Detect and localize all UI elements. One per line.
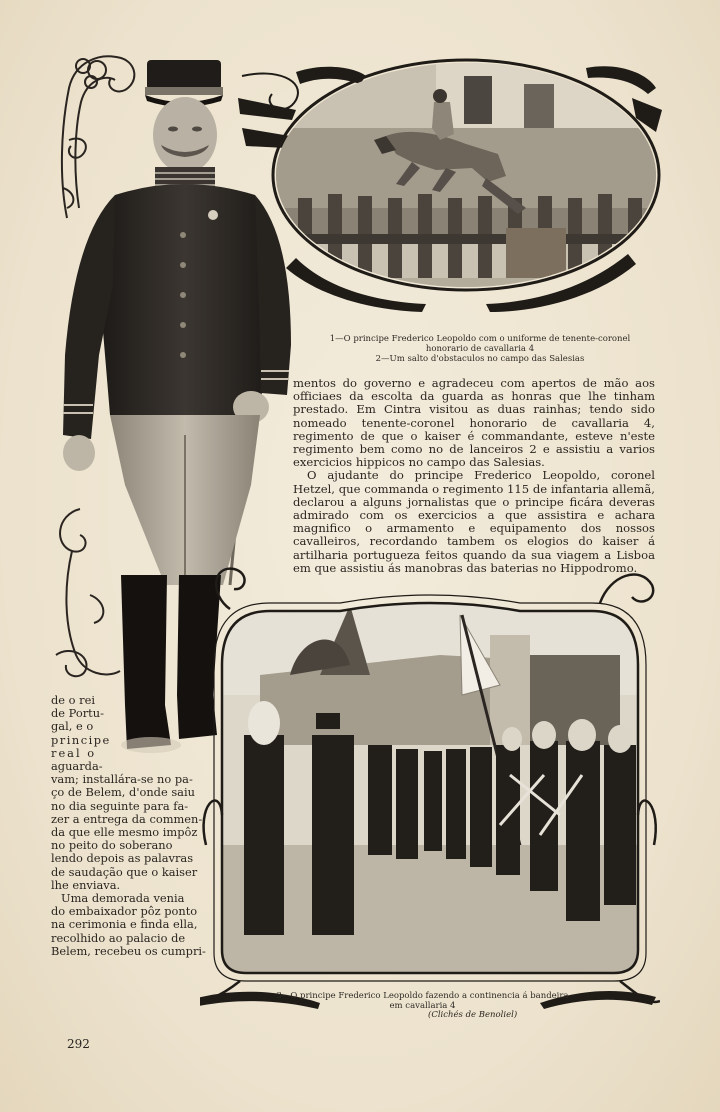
caption-bottom — [235, 991, 610, 1011]
caption-top-line3: 2—Um salto d'obstaculos no campo das Salesias — [375, 354, 585, 364]
oval-frame-ornament-icon — [236, 58, 664, 313]
narrow-line: na cerimonia e finda ella, — [51, 917, 198, 932]
narrow-line: zer a entrega da commen- — [51, 811, 203, 826]
narrow-line: vam; installára-se no pa- — [51, 772, 193, 787]
narrow-line: Uma demorada venia — [61, 891, 185, 906]
caption-top — [300, 334, 660, 364]
arched-frame-ornament-icon — [200, 545, 660, 1015]
narrow-line: Belem, recebeu os cumpri- — [51, 943, 206, 958]
narrow-line: gal, e o — [51, 719, 94, 734]
caption-bottom-line1: 3—O principe Frederico Leopoldo fazendo a continencia á bandeira — [276, 991, 569, 1001]
narrow-text-column — [51, 694, 206, 958]
narrow-line: de o rei — [51, 693, 95, 707]
caption-top-line2: honorario de cavallaria 4 — [425, 344, 535, 354]
caption-top-line1: 1—O principe Frederico Leopoldo com o uniforme de tenente-coronel — [329, 334, 631, 344]
page-number: 292 — [67, 1037, 90, 1051]
article-paragraph-1: mentos do governo e agradeceu com apertos de mão aos officiaes da escolta da guarda as honras que lhe tinham prestado. Em Cintra visitou as duas rainhas; tendo sido nomeado tenente-coronel honorario de cavallaria 4, regimento de que o kaiser é commandante, esteve n'este regimento bem como no de lanceiros 2 e assistiu a varios exercicios hippicos no campo das Salesias. — [293, 376, 655, 470]
narrow-line: principe — [51, 732, 111, 747]
narrow-line: aguarda- — [51, 759, 103, 774]
narrow-line: ço de Belem, d'onde saiu — [51, 785, 195, 800]
narrow-line: lhe enviava. — [51, 877, 121, 892]
narrow-line: no peito do soberano — [51, 838, 173, 853]
narrow-line: lendo depois as palavras — [51, 851, 194, 866]
article-paragraph-2: O ajudante do principe Frederico Leopoldo, coronel Hetzel, que commanda o regimento 115 de infantaria allemã, declarou a alguns jornalistas que o principe ficára deveras admirado com os exercicios a que assistira e achara magnifico o armamento e equipamento dos nossos cavalleiros, recordando tambem os elogios do kaiser á artilharia portugueza feitos quando da sua viagem a Lisboa em que assistiu ás manobras das baterias no Hippodromo. — [293, 468, 655, 575]
narrow-line: no dia seguinte para fa- — [51, 798, 189, 813]
narrow-line: de saudação que o kaiser — [51, 864, 198, 879]
caption-bottom-line2: em cavallaria 4 — [389, 1001, 456, 1011]
narrow-line: real o — [51, 745, 97, 760]
narrow-line: de Portu- — [51, 706, 104, 721]
photo-credit: (Clichés de Benoliel) — [428, 1010, 518, 1020]
narrow-line: recolhido ao palacio de — [51, 930, 186, 945]
scroll-ornament-icon — [50, 505, 125, 685]
narrow-line: do embaixador pôz ponto — [51, 904, 198, 919]
narrow-line: da que elle mesmo impôz — [51, 825, 198, 840]
